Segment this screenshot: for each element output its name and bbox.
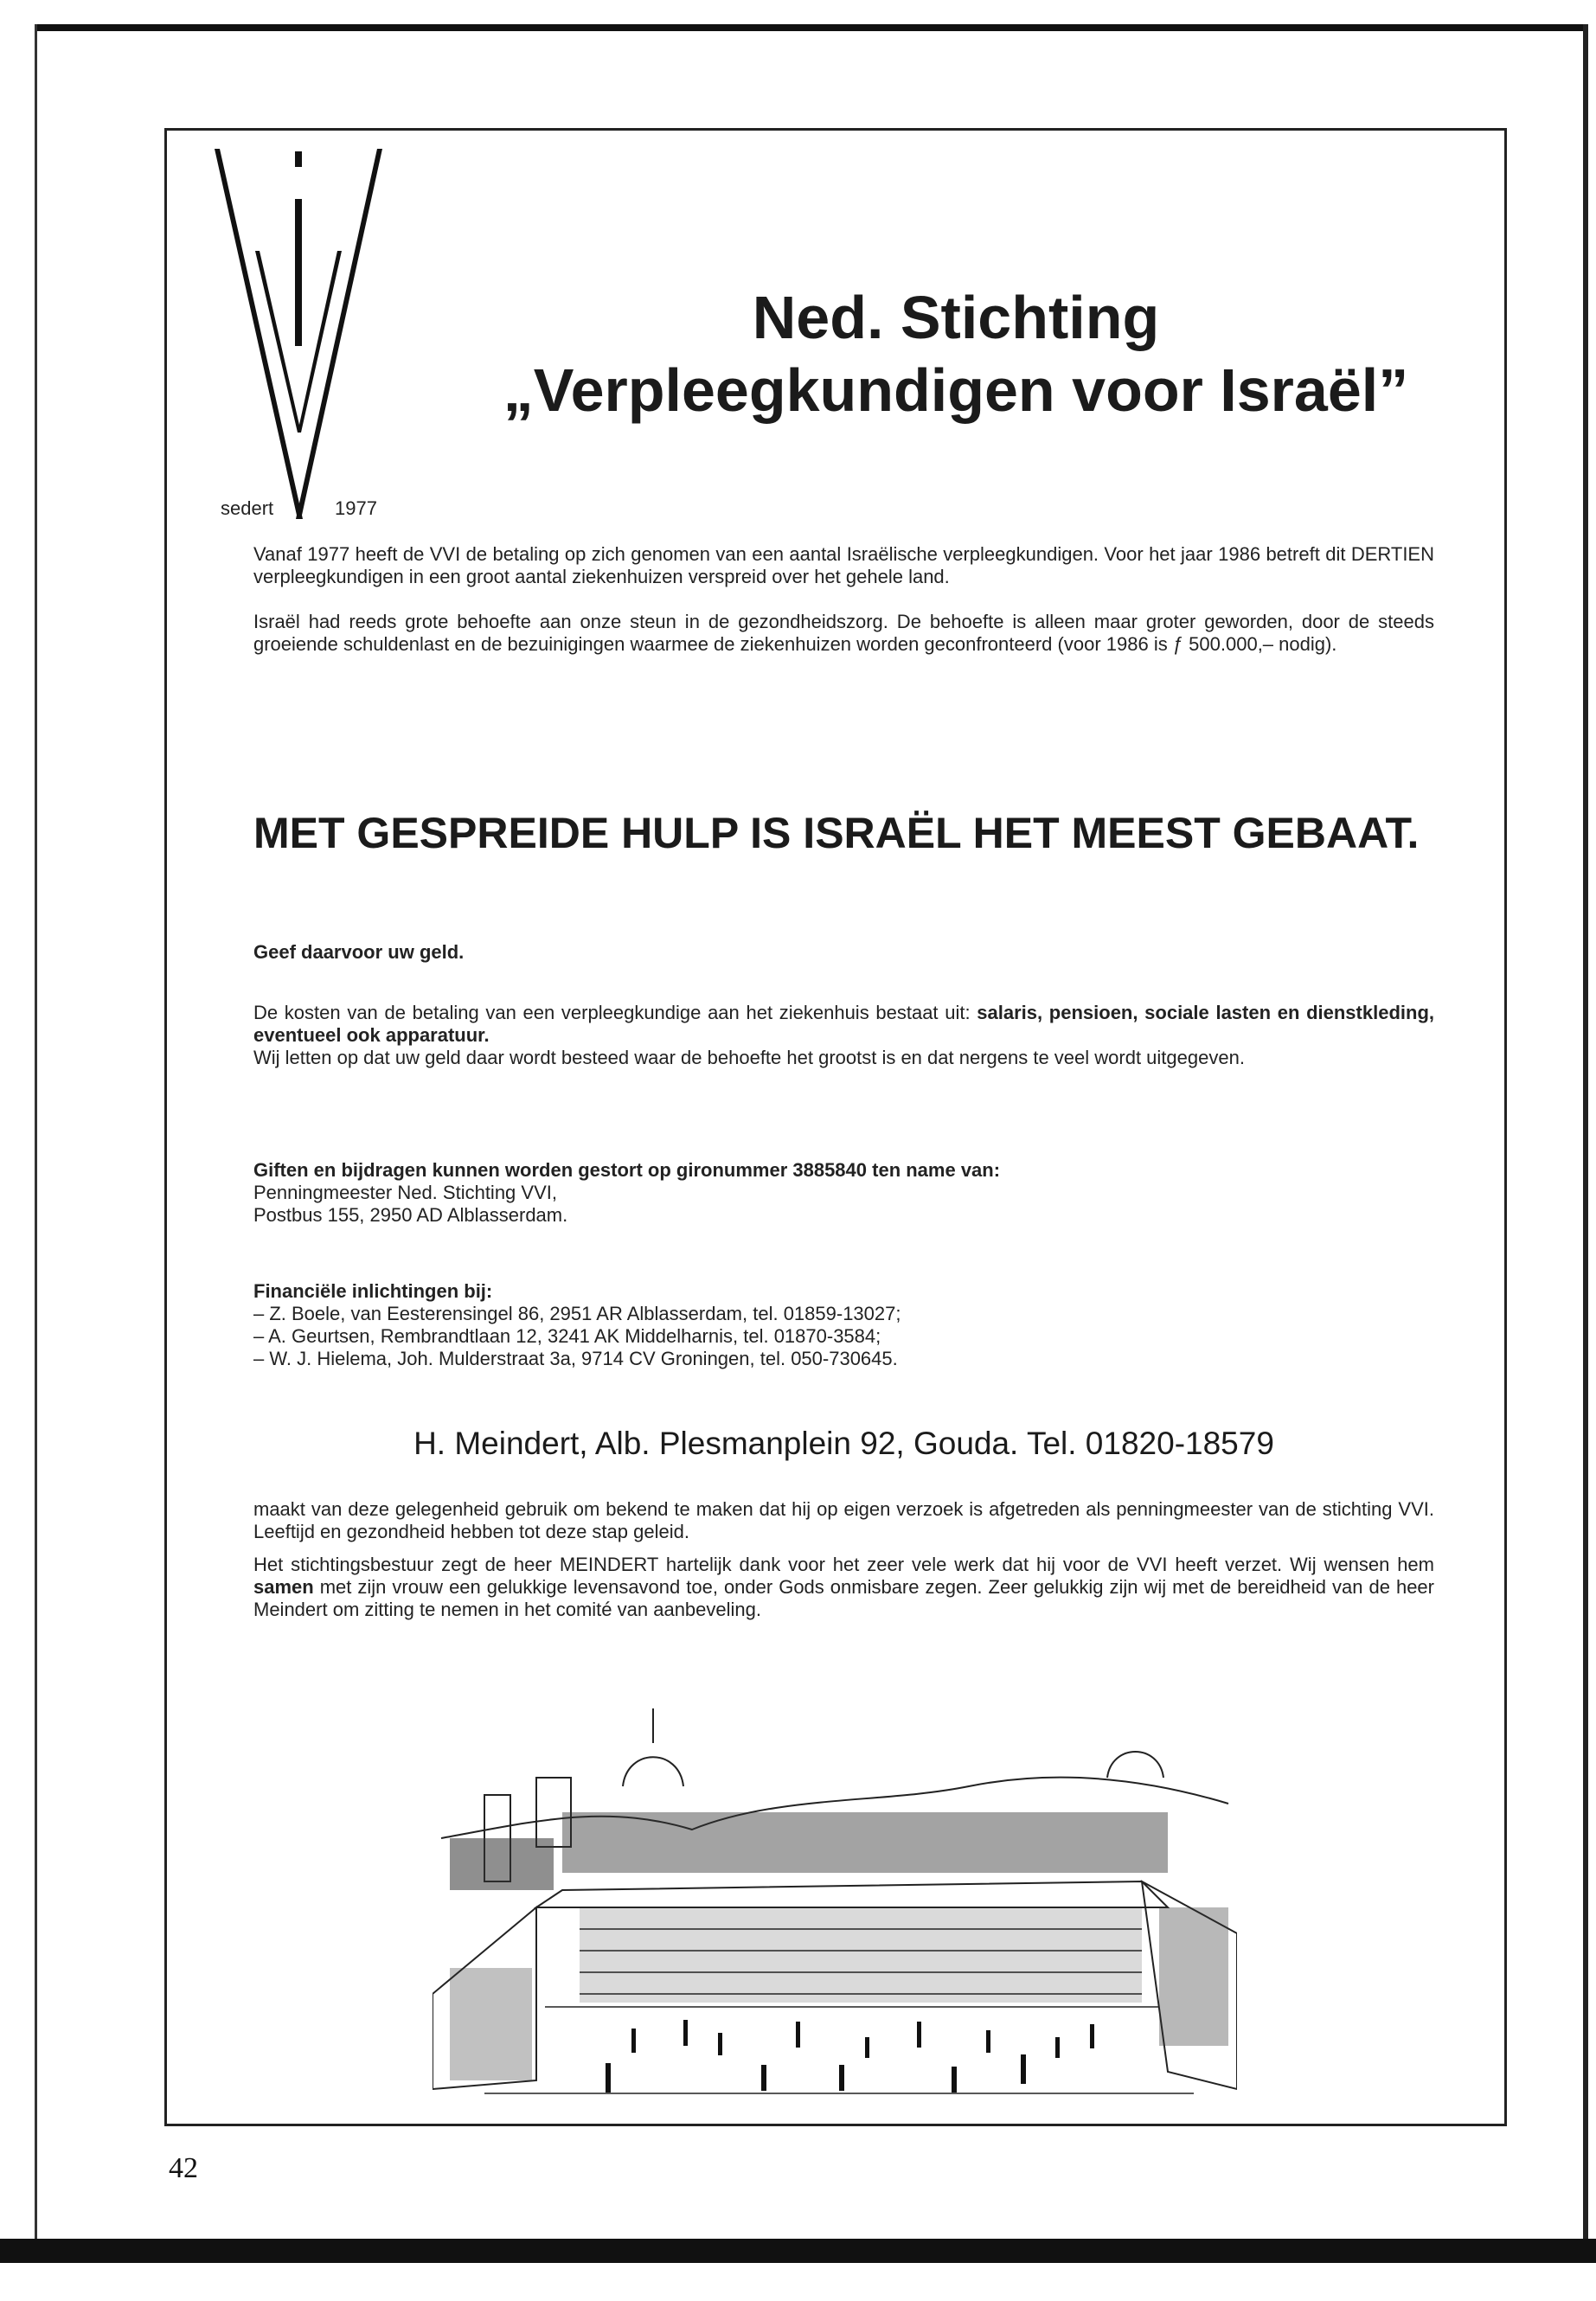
donations-section [253,1159,1434,1227]
costs-follow: Wij letten op dat uw geld daar wordt besteed waar de behoefte het grootst is en dat nergens te veel wordt uitgegeven. [253,1047,1245,1068]
costs-lead: De kosten van de betaling van een verpleegkundige aan het ziekenhuis bestaat uit: [253,1002,977,1023]
scan-border-right [1583,24,1588,2239]
costs-section [253,1002,1434,1069]
meindert-address: H. Meindert, Alb. Plesmanplein 92, Gouda. Tel. 01820-18579 [413,1426,1274,1461]
page-number: 42 [169,2152,198,2184]
contact-item: – Z. Boele, van Eesterensingel 86, 2951 AR Alblasserdam, tel. 01859-13027; [253,1303,901,1324]
contact-item: – A. Geurtsen, Rembrandtlaan 12, 3241 AK Middelharnis, tel. 01870-3584; [253,1325,881,1347]
scan-border-bottom [0,2239,1596,2263]
vvi-logo [208,147,389,528]
meindert-paragraph-1: maakt van deze gelegenheid gebruik om bekend te maken dat hij op eigen verzoek is afgetreden als penningmeester van de stichting VVI. Leeftijd en gezondheid hebben tot deze stap geleid. [253,1498,1434,1542]
since-label: sedert [221,497,274,519]
title-line-2: „Verpleegkundigen voor Israël” [503,356,1409,424]
donations-heading: Giften en bijdragen kunnen worden gestort op gironummer 3885840 ten name van: [253,1159,1001,1181]
scan-border-top [35,24,1583,31]
give-money: Geef daarvoor uw geld. [253,941,465,963]
meindert-p2-b: met zijn vrouw een gelukkige levensavond toe, onder Gods onmisbare zegen. Zeer gelukkig zijn wij met de bereidheid van de heer Meindert om zitting te nemen in het comité van aanbeveling. [253,1576,1434,1620]
donations-line-1: Penningmeester Ned. Stichting VVI, [253,1182,557,1203]
financial-section [253,1280,1434,1370]
meindert-p2-bold: samen [253,1576,314,1598]
meindert-section [253,1498,1434,1621]
donations-line-2: Postbus 155, 2950 AD Alblasserdam. [253,1204,568,1226]
intro-section [253,543,1434,656]
scan-border-left [35,24,37,2239]
meindert-p2-a: Het stichtingsbestuur zegt de heer MEINDERT hartelijk dank voor het zeer vele werk dat hij voor de VVI heeft verzet. Wij wensen hem [253,1554,1434,1575]
since-year: 1977 [335,497,377,519]
costs-bold: salaris, pensioen, sociale lasten en dienstkleding, eventueel ook apparatuur. [253,1002,1434,1046]
meindert-paragraph-2 [253,1554,1434,1621]
page-title [458,281,1453,426]
intro-paragraph-2: Israël had reeds grote behoefte aan onze steun in de gezondheidszorg. De behoefte is alleen maar groter geworden, door de steeds groeiende schuldenlast en de bezuinigingen waarmee de ziekenhuizen worden geconfronteerd (voor 1986 is ƒ 500.000,– nodig). [253,611,1434,655]
headline: MET GESPREIDE HULP IS ISRAËL HET MEEST GEBAAT. [253,809,1420,857]
financial-heading: Financiële inlichtingen bij: [253,1280,493,1302]
jerusalem-western-wall-illustration [433,1708,1237,2106]
costs-paragraph [253,1002,1434,1047]
intro-paragraph-1: Vanaf 1977 heeft de VVI de betaling op zich genomen van een aantal Israëlische verpleegkundigen. Voor het jaar 1986 betreft dit DERTIEN verpleegkundigen in een groot aantal ziekenhuizen verspreid over het gehele land. [253,543,1434,587]
contact-item: – W. J. Hielema, Joh. Mulderstraat 3a, 9714 CV Groningen, tel. 050-730645. [253,1348,898,1369]
title-line-1: Ned. Stichting [752,284,1160,351]
